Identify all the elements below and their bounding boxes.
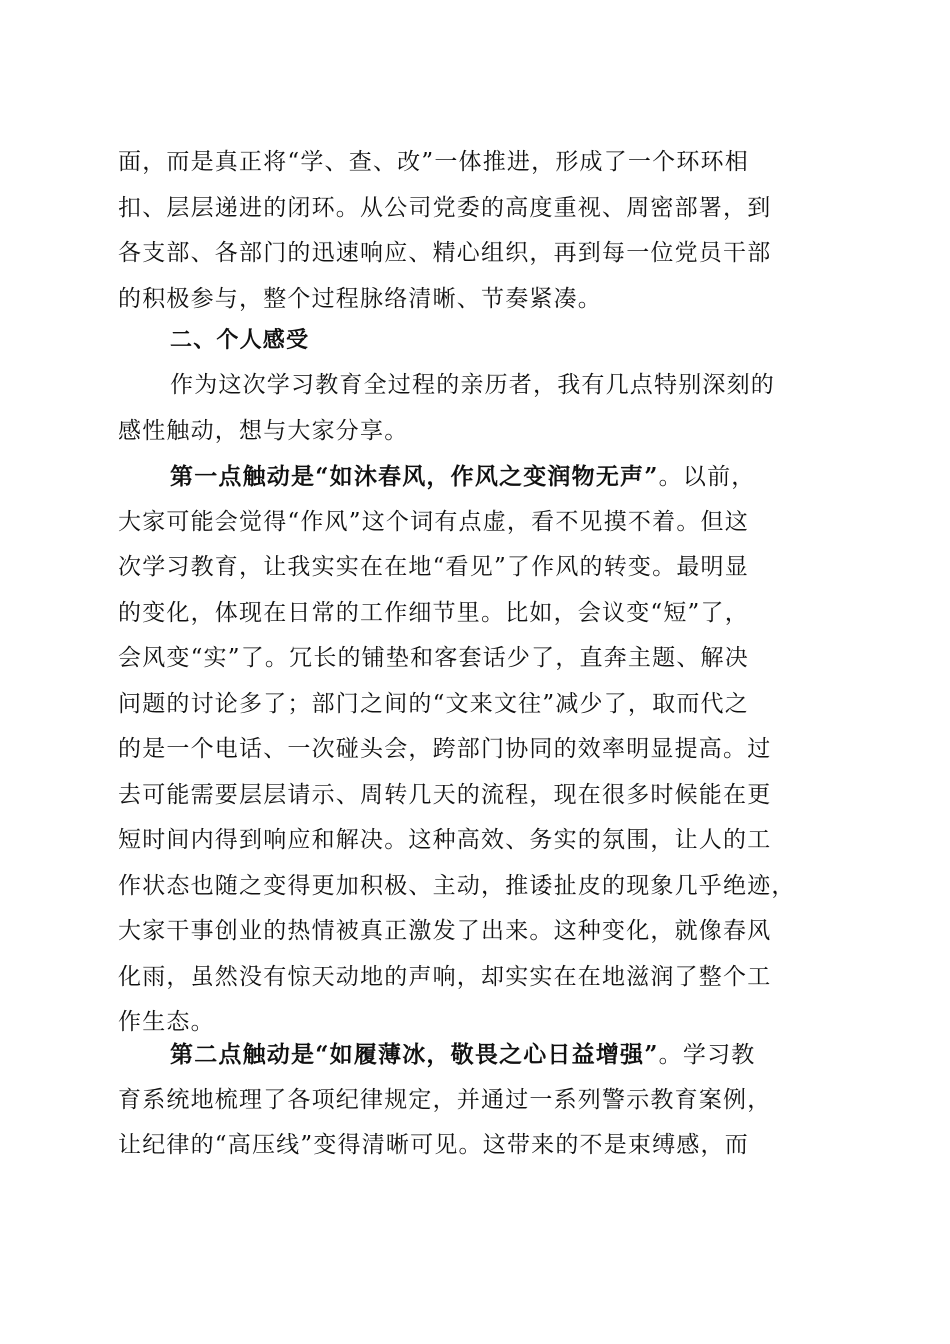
text-line: [118, 1032, 830, 1078]
paragraph-second-impression: [118, 1032, 830, 1169]
text-line: 次学习教育，让我实实在在地“看见”了作风的转变。最明显: [118, 554, 749, 580]
text-line: 短时间内得到响应和解决。这种高效、务实的氛围，让人的工: [118, 827, 772, 853]
lead-continuation: 。学习教: [658, 1042, 756, 1068]
text-line: 面，而是真正将“学、查、改”一体推进，形成了一个环环相: [118, 149, 749, 175]
text-line: 大家可能会觉得“作风”这个词有点虚，看不见摸不着。但这: [118, 508, 749, 535]
paragraph-process-summary: [118, 140, 830, 322]
paragraph-lead-phrase: 第一点触动是“如沐春风，作风之变润物无声”: [170, 463, 659, 490]
text-line: 会风变“实”了。冗长的铺垫和客套话少了，直奔主题、解决: [118, 645, 749, 671]
text-line: 的是一个电话、一次碰头会，跨部门协同的效率明显提高。过: [118, 736, 772, 762]
text-line: 的变化，体现在日常的工作细节里。比如，会议变“短”了，: [118, 599, 749, 626]
text-line: 化雨，虽然没有惊天动地的声响，却实实在在地滋润了整个工: [118, 963, 772, 990]
text-line: 育系统地梳理了各项纪律规定，并通过一系列警示教育案例，: [118, 1086, 772, 1113]
text-line: 感性触动，想与大家分享。: [118, 417, 409, 444]
text-line: 去可能需要层层请示、周转几天的流程，现在很多时候能在更: [118, 781, 772, 808]
text-line: 大家干事创业的热情被真正激发了出来。这种变化，就像春风: [118, 918, 772, 944]
text-line: 问题的讨论多了；部门之间的“文来文往”减少了，取而代之: [118, 690, 749, 717]
text-line: 各支部、各部门的迅速响应、精心组织，再到每一位党员干部: [118, 240, 772, 266]
text-line: [118, 454, 830, 500]
text-line: 作生态。: [118, 1009, 215, 1035]
text-line: 作状态也随之变得更加积极、主动，推诿扯皮的现象几乎绝迹，: [118, 872, 796, 899]
text-line: 让纪律的“高压线”变得清晰可见。这带来的不是束缚感，而: [118, 1132, 749, 1158]
paragraph-first-impression: [118, 454, 830, 1046]
text-line: 作为这次学习教育全过程的亲历者，我有几点特别深刻的: [170, 372, 775, 398]
lead-continuation: 。以前，: [658, 464, 756, 490]
paragraph-intro: [118, 363, 830, 454]
paragraph-lead-phrase: 第二点触动是“如履薄冰，敬畏之心日益增强”: [170, 1041, 659, 1068]
text-line: 扣、层层递进的闭环。从公司党委的高度重视、周密部署，到: [118, 194, 772, 221]
section-heading: [118, 318, 830, 364]
text-line: 的积极参与，整个过程脉络清晰、节奏紧凑。: [118, 285, 602, 312]
section-heading-text: 二、个人感受: [170, 328, 310, 353]
